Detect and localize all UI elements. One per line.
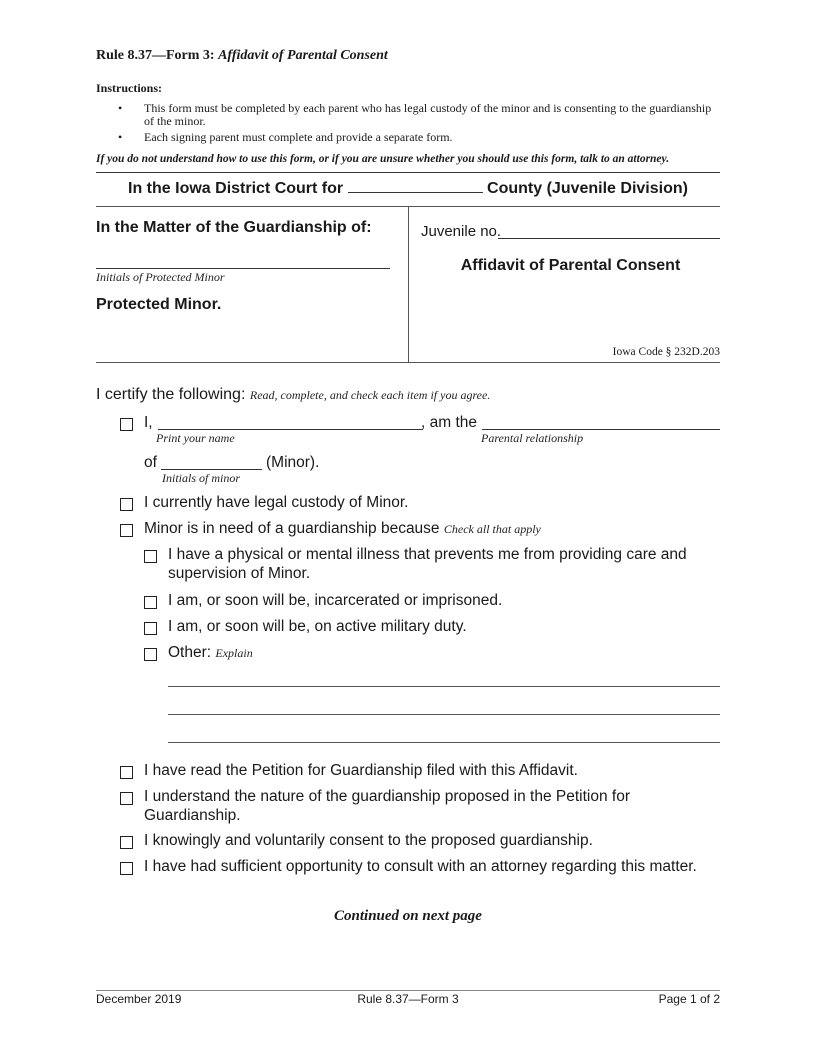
incarcerated-checkbox[interactable]: [144, 596, 157, 609]
certify-line: [96, 386, 490, 404]
print-name-blank[interactable]: [158, 429, 423, 430]
form-title: Affidavit of Parental Consent: [218, 48, 388, 63]
minor-initials-blank[interactable]: [161, 469, 262, 470]
i-prefix: I,: [144, 414, 153, 431]
explain-blank-3[interactable]: [168, 742, 720, 743]
read-petition-checkbox[interactable]: [120, 766, 133, 779]
attorney-checkbox[interactable]: [120, 862, 133, 875]
am-the-text: , am the: [421, 414, 477, 431]
initials-blank[interactable]: [96, 268, 390, 269]
illness-text: I have a physical or mental illness that prevents me from providing care and supervision of Minor.: [168, 546, 687, 582]
footer-date: December 2019: [96, 992, 182, 1006]
read-petition-text: I have read the Petition for Guardianship filed with this Affidavit.: [144, 762, 578, 779]
attorney-note: If you do not understand how to use this form, or if you are unsure whether you should use this form, talk to an attorney.: [96, 153, 670, 165]
consent-text: I knowingly and voluntarily consent to the proposed guardianship.: [144, 832, 593, 849]
initials-of-minor-label: Initials of minor: [162, 471, 241, 485]
attorney-text: I have had sufficient opportunity to consult with an attorney regarding this matter.: [144, 858, 697, 875]
bullet-dot: •: [118, 101, 123, 115]
instruction-bullet-2: [118, 131, 718, 144]
need-checkbox[interactable]: [120, 524, 133, 537]
iowa-code: Iowa Code § 232D.203: [612, 346, 720, 358]
certify-lead: I certify the following:: [96, 386, 246, 403]
name-checkbox[interactable]: [120, 418, 133, 431]
explain-hint: Explain: [215, 646, 253, 660]
custody-text: I currently have legal custody of Minor.: [144, 494, 409, 511]
footer-page: Page 1 of 2: [658, 992, 720, 1006]
of-text: of: [144, 454, 157, 471]
consent-checkbox[interactable]: [120, 836, 133, 849]
form-header: [96, 48, 388, 64]
form-number: —Form 3:: [152, 48, 219, 63]
instruction-text-2: Each signing parent must complete and provide a separate form.: [144, 130, 453, 144]
illness-checkbox[interactable]: [144, 550, 157, 563]
bullet-dot: •: [118, 130, 123, 144]
county-blank[interactable]: [348, 192, 483, 193]
understand-text: I understand the nature of the guardianship proposed in the Petition for Guardianship.: [144, 788, 631, 824]
other-checkbox[interactable]: [144, 648, 157, 661]
check-all-hint: Check all that apply: [443, 522, 541, 536]
minor-suffix: (Minor).: [266, 454, 320, 471]
need-text: Minor is in need of a guardianship because: [144, 520, 440, 537]
military-checkbox[interactable]: [144, 622, 157, 635]
continued-note: Continued on next page: [334, 908, 482, 924]
instruction-bullet-1: [118, 102, 718, 128]
footer-rule: [96, 990, 720, 991]
rule-number: Rule 8.37: [96, 48, 152, 63]
parental-relationship-blank[interactable]: [482, 429, 720, 430]
other-text: Other:: [168, 644, 212, 661]
custody-checkbox[interactable]: [120, 498, 133, 511]
parental-relationship-label: Parental relationship: [481, 431, 584, 445]
matter-heading: In the Matter of the Guardianship of:: [96, 219, 372, 236]
explain-blank-2[interactable]: [168, 714, 720, 715]
caption-bottom-rule: [96, 362, 720, 363]
instructions-label: Instructions:: [96, 81, 163, 95]
other-line: [168, 643, 253, 663]
juvenile-no-label: Juvenile no.: [421, 223, 502, 240]
protected-minor: Protected Minor.: [96, 296, 222, 313]
caption-top-rule: [96, 172, 720, 173]
explain-blank-1[interactable]: [168, 686, 720, 687]
military-text: I am, or soon will be, on active military duty.: [168, 618, 467, 635]
caption-divider: [408, 206, 409, 362]
document-title: Affidavit of Parental Consent: [460, 257, 681, 274]
incarcerated-text: I am, or soon will be, incarcerated or imprisoned.: [168, 592, 503, 609]
instruction-text-1: This form must be completed by each parent who has legal custody of the minor and is consenting to the guardianship of the minor.: [144, 101, 712, 128]
footer-rule-text: Rule 8.37—Form 3: [357, 992, 459, 1006]
print-name-label: Print your name: [156, 431, 235, 445]
court-prefix: In the Iowa District Court for: [128, 180, 344, 197]
need-line: [144, 519, 541, 539]
court-suffix: County (Juvenile Division): [487, 180, 688, 197]
understand-checkbox[interactable]: [120, 792, 133, 805]
initials-label: Initials of Protected Minor: [96, 270, 225, 284]
court-line: [96, 180, 720, 198]
juvenile-no-blank[interactable]: [498, 238, 720, 239]
certify-hint: Read, complete, and check each item if you agree.: [249, 388, 491, 402]
